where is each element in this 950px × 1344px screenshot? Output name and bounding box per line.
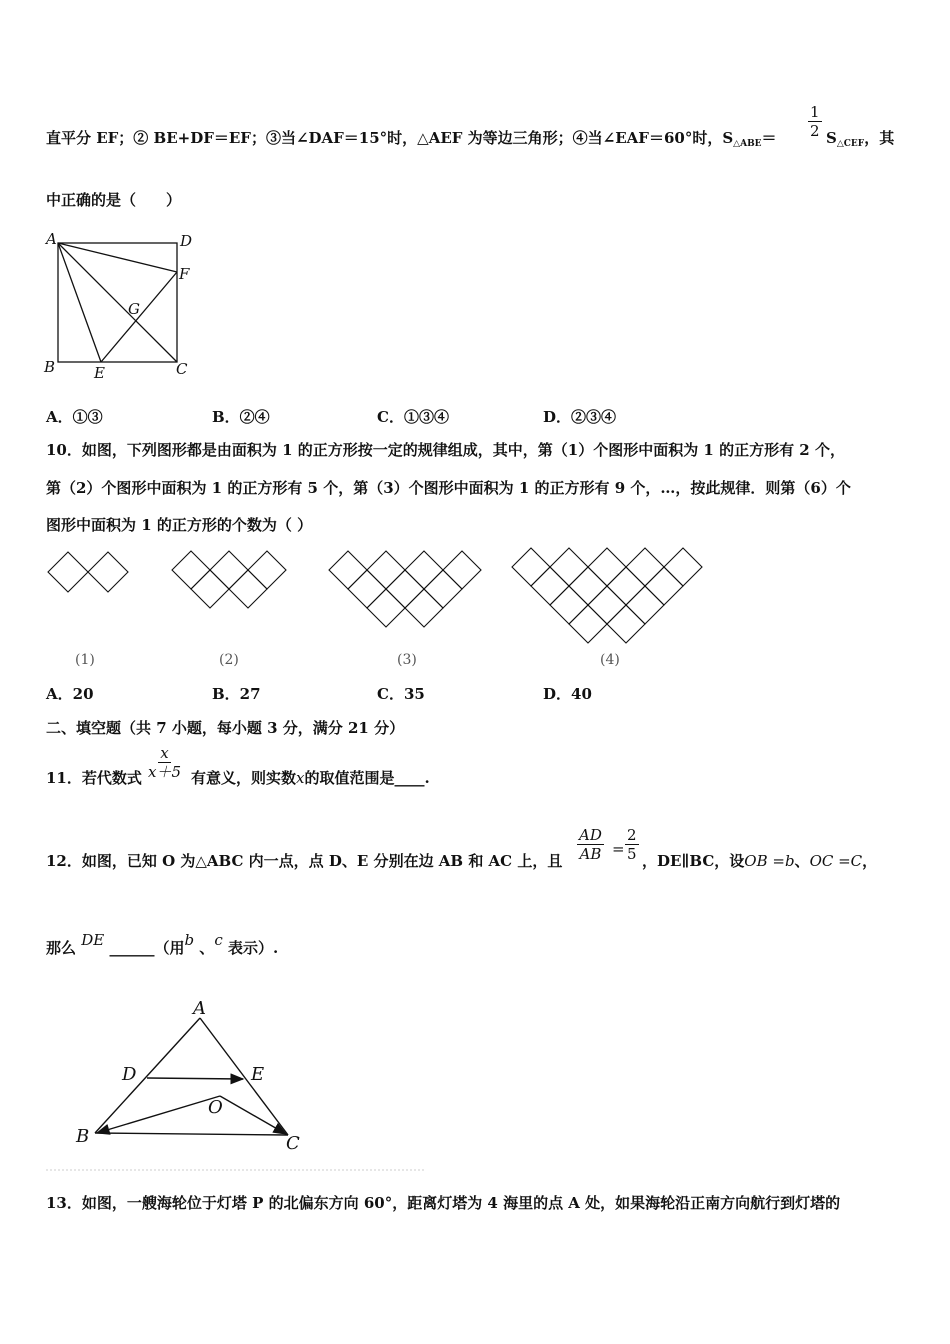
label-d: D — [180, 232, 193, 250]
caption-3: (3) — [397, 652, 417, 668]
label-a2: A — [193, 998, 206, 1019]
q12-fraction-ad-ab: $\frac{AD}{AB}$ — [579, 826, 602, 863]
label-c2: C — [286, 1133, 300, 1154]
q10-line2: 第（2）个图形中面积为 1 的正方形有 5 个，第（3）个图形中面积为 1 的正方形有 9 个，…，按此规律．则第（6）个 — [46, 479, 851, 497]
q9-option-b: B．②④ — [212, 408, 270, 426]
q9-line2: 中正确的是（ ） — [46, 191, 182, 209]
caption-4: (4) — [600, 652, 620, 668]
q11-rest: 有意义，则实数x的取值范围是____. — [191, 769, 430, 787]
q12-rest: ，DE∥BC，设OB =b、OC =C， — [642, 852, 878, 870]
label-b2: B — [76, 1126, 90, 1147]
caption-2: (2) — [219, 652, 239, 668]
label-o: O — [208, 1097, 223, 1118]
q9-option-d: D．②③④ — [543, 408, 617, 426]
vector-oc — [220, 1096, 286, 1134]
q12-equals: = — [612, 840, 625, 858]
label-b: B — [44, 358, 56, 376]
section-2-title: 二、填空题（共 7 小题，每小题 3 分，满分 21 分） — [46, 719, 405, 737]
label-f: F — [179, 265, 190, 283]
q9-option-a: A．①③ — [46, 408, 103, 426]
vector-ob — [97, 1096, 220, 1133]
q12-fraction-2-5: $\frac{2}{5}$ — [627, 826, 637, 863]
vector-de — [147, 1078, 243, 1079]
label-e: E — [94, 364, 105, 382]
q11-prefix: 11．若代数式 — [46, 769, 142, 787]
q9-line1: 直平分 EF；② BE+DF＝EF；③当∠DAF＝15°时，△AEF 为等边三角形；④当∠EAF＝60°时，$S_{\triangle ABE}=$ — [46, 129, 777, 149]
side-ab — [95, 1018, 200, 1133]
label-a: A — [46, 230, 57, 248]
label-c: C — [176, 360, 188, 378]
q11-fraction: $\frac{x}{x+5}$ — [148, 744, 182, 781]
q12-prefix: 12．如图，已知 O 为△ABC 内一点，点 D、E 分别在边 AB 和 AC 上，且 — [46, 852, 563, 870]
q9-line1-tail: $S_{\triangle CEF}$，其 — [826, 129, 895, 149]
q9-fraction: $\frac{1}{2}$ — [810, 103, 820, 140]
label-g: G — [128, 300, 140, 318]
q10-option-d: D．40 — [543, 685, 592, 703]
q10-option-c: C．35 — [377, 685, 425, 703]
caption-1: (1) — [75, 652, 95, 668]
label-e2: E — [251, 1064, 265, 1085]
q10-option-a: A．20 — [46, 685, 94, 703]
side-bc — [95, 1133, 288, 1135]
q10-option-b: B．27 — [212, 685, 261, 703]
q12-line2: 那么 DE ______（用b 、c 表示）. — [46, 931, 279, 957]
q13-line1: 13．如图，一艘海轮位于灯塔 P 的北偏东方向 60°，距离灯塔为 4 海里的点 A 处，如果海轮沿正南方向航行到灯塔的 — [46, 1194, 841, 1212]
q10-line3: 图形中面积为 1 的正方形的个数为（ ） — [46, 516, 313, 534]
q10-line1: 10．如图，下列图形都是由面积为 1 的正方形按一定的规律组成，其中，第（1）个图形中面积为 1 的正方形有 2 个， — [46, 441, 845, 459]
label-d2: D — [122, 1064, 137, 1085]
q9-option-c: C．①③④ — [377, 408, 449, 426]
